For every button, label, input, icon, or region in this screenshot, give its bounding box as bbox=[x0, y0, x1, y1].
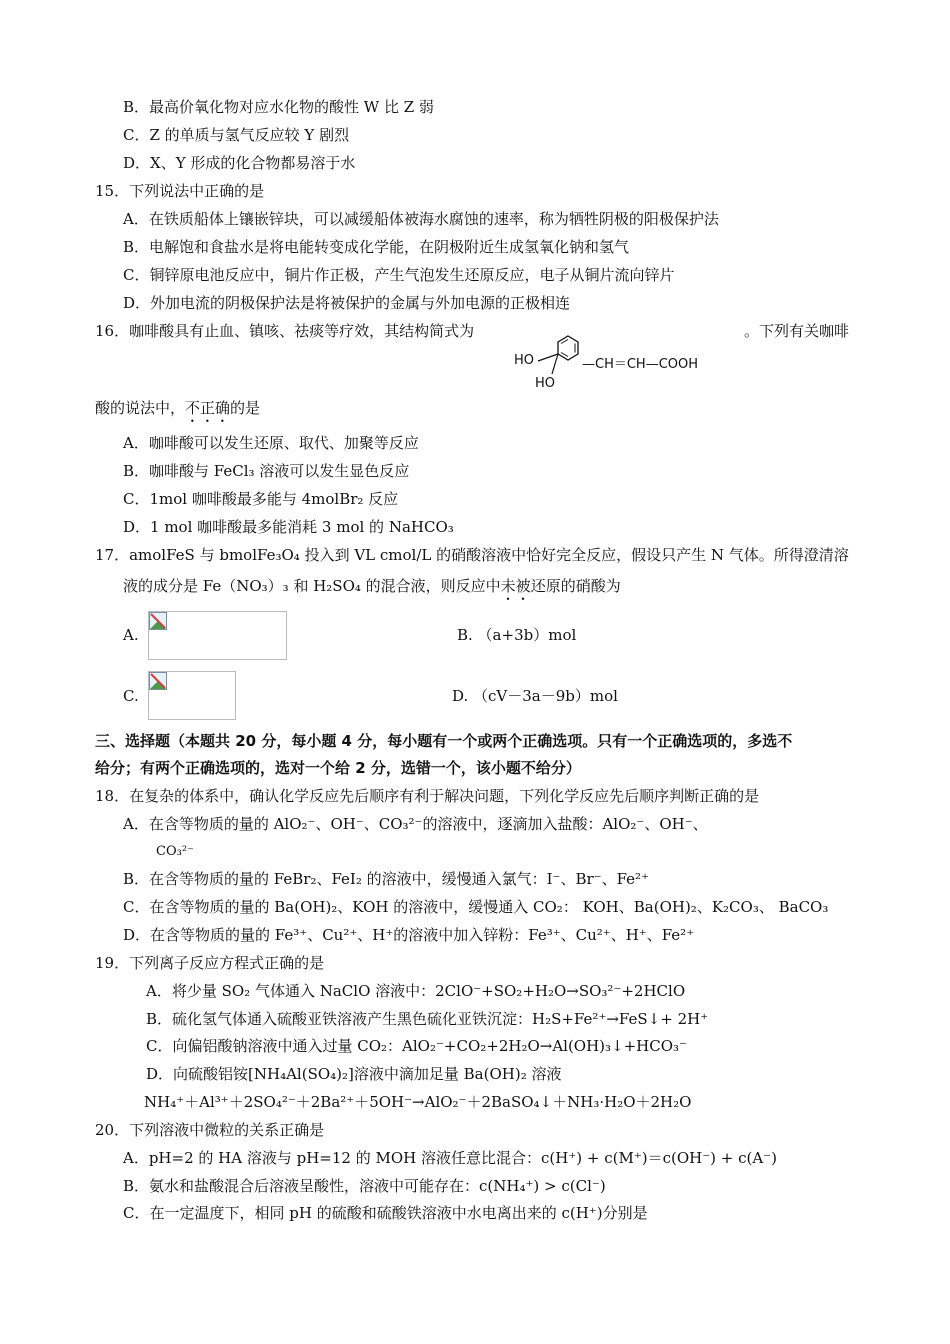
emphasis-not-correct: 不正确 bbox=[185, 399, 231, 417]
q19-option-d: D．向硫酸铝铵[NH₄Al(SO₄)₂]溶液中滴加足量 Ba(OH)₂ 溶液 bbox=[146, 1065, 562, 1083]
q15-stem: 15．下列说法中正确的是 bbox=[95, 182, 265, 200]
q14-option-d: D．X、Y 形成的化合物都易溶于水 bbox=[123, 154, 356, 172]
q20-option-b: B．氨水和盐酸混合后溶液呈酸性，溶液中可能存在：c(NH₄⁺) > c(Cl⁻) bbox=[123, 1177, 606, 1195]
q17-option-a-image bbox=[148, 611, 287, 660]
q17-option-c-label: C. bbox=[123, 687, 139, 705]
q15-option-d: D．外加电流的阴极保护法是将被保护的金属与外加电源的正极相连 bbox=[123, 294, 571, 312]
q18-option-b: B．在含等物质的量的 FeBr₂、FeI₂ 的溶液中，缓慢通入氯气：I⁻、Br⁻、Fe²⁺ bbox=[123, 870, 649, 888]
q16-stem: 16．咖啡酸具有止血、镇咳、祛痰等疗效，其结构简式为 bbox=[95, 322, 475, 340]
q20-stem: 20．下列溶液中微粒的关系正确是 bbox=[95, 1121, 325, 1139]
q15-option-c: C．铜锌原电池反应中，铜片作正极，产生气泡发生还原反应，电子从铜片流向锌片 bbox=[123, 266, 675, 284]
broken-image-icon bbox=[149, 672, 167, 690]
q17-option-a-label: A. bbox=[123, 626, 139, 644]
q18-option-a: A．在含等物质的量的 AlO₂⁻、OH⁻、CO₃²⁻的溶液中，逐滴加入盐酸：AlO₂⁻、OH⁻、 bbox=[123, 815, 708, 833]
q19-option-a: A．将少量 SO₂ 气体通入 NaClO 溶液中：2ClO⁻+SO₂+H₂O→SO₃²⁻+2HClO bbox=[146, 982, 686, 1000]
q19-option-b: B．硫化氢气体通入硫酸亚铁溶液产生黑色硫化亚铁沉淀：H₂S+Fe²⁺→FeS↓+ 2H⁺ bbox=[146, 1010, 709, 1028]
mol-ho-2: HO bbox=[535, 376, 556, 391]
q15-option-a: A．在铁质船体上镶嵌锌块，可以减缓船体被海水腐蚀的速率，称为牺牲阴极的阳极保护法 bbox=[123, 210, 719, 228]
emphasis-not-reduced: 未被 bbox=[500, 577, 531, 595]
q20-option-a: A．pH=2 的 HA 溶液与 pH=12 的 MOH 溶液任意比混合：c(H⁺) + c(M⁺)＝c(OH⁻) + c(A⁻) bbox=[123, 1149, 777, 1167]
q17-stem-line2: 液的成分是 Fe（NO₃）₃ 和 H₂SO₄ 的混合液，则反应中未被还原的硝酸为 bbox=[123, 577, 621, 595]
q17-option-c-image bbox=[148, 671, 236, 720]
section-3-heading-cont: 给分；有两个正确选项的，选对一个给 2 分，选错一个，该小题不给分） bbox=[95, 759, 581, 777]
caffeic-acid-structure bbox=[514, 330, 744, 396]
mol-chain: —CH＝CH—COOH bbox=[582, 357, 699, 372]
broken-image-icon bbox=[149, 612, 167, 630]
q17-option-b: B. （a+3b）mol bbox=[457, 626, 577, 644]
q16-option-a: A．咖啡酸可以发生还原、取代、加聚等反应 bbox=[123, 434, 419, 452]
q17-stem: 17．amolFeS 与 bmolFe₃O₄ 投入到 VL cmol/L 的硝酸溶液中恰好完全反应，假设只产生 N 气体。所得澄清溶 bbox=[95, 546, 849, 564]
q19-stem: 19．下列离子反应方程式正确的是 bbox=[95, 954, 325, 972]
q19-option-d-equation: NH₄⁺＋Al³⁺＋2SO₄²⁻＋2Ba²⁺＋5OH⁻→AlO₂⁻＋2BaSO₄↓＋NH₃·H₂O＋2H₂O bbox=[144, 1093, 692, 1111]
q18-stem: 18．在复杂的体系中，确认化学反应先后顺序有利于解决问题，下列化学反应先后顺序判断正确的是 bbox=[95, 787, 760, 805]
section-3-heading: 三、选择题（本题共 20 分，每小题 4 分，每小题有一个或两个正确选项。只有一个正确选项的，多选不 bbox=[95, 732, 793, 750]
q14-option-c: C．Z 的单质与氢气反应较 Y 剧烈 bbox=[123, 126, 350, 144]
q20-option-c: C．在一定温度下，相同 pH 的硫酸和硫酸铁溶液中水电离出来的 c(H⁺)分别是 bbox=[123, 1204, 648, 1222]
q16-stem-cont: 。下列有关咖啡 bbox=[744, 322, 850, 340]
q18-option-a-cont: CO₃²⁻ bbox=[156, 844, 194, 859]
q14-option-b: B．最高价氧化物对应水化物的酸性 W 比 Z 弱 bbox=[123, 98, 434, 116]
q18-option-d: D．在含等物质的量的 Fe³⁺、Cu²⁺、H⁺的溶液中加入锌粉：Fe³⁺、Cu²⁺、H⁺、Fe²⁺ bbox=[123, 926, 695, 944]
q19-option-c: C．向偏铝酸钠溶液中通入过量 CO₂：AlO₂⁻+CO₂+2H₂O→Al(OH)₃↓+HCO₃⁻ bbox=[146, 1037, 687, 1055]
q16-stem-line2: 酸的说法中，不正确的是 bbox=[95, 399, 261, 417]
q16-option-d: D．1 mol 咖啡酸最多能消耗 3 mol 的 NaHCO₃ bbox=[123, 518, 454, 536]
q17-option-d: D. （cV－3a－9b）mol bbox=[452, 687, 618, 705]
mol-ho-1: HO bbox=[514, 353, 535, 368]
q18-option-c: C．在含等物质的量的 Ba(OH)₂、KOH 的溶液中，缓慢通入 CO₂： KOH、Ba(OH)₂、K₂CO₃、 BaCO₃ bbox=[123, 898, 829, 916]
q16-option-b: B．咖啡酸与 FeCl₃ 溶液可以发生显色反应 bbox=[123, 462, 410, 480]
q15-option-b: B．电解饱和食盐水是将电能转变成化学能，在阴极附近生成氢氧化钠和氢气 bbox=[123, 238, 630, 256]
q16-option-c: C．1mol 咖啡酸最多能与 4molBr₂ 反应 bbox=[123, 490, 399, 508]
